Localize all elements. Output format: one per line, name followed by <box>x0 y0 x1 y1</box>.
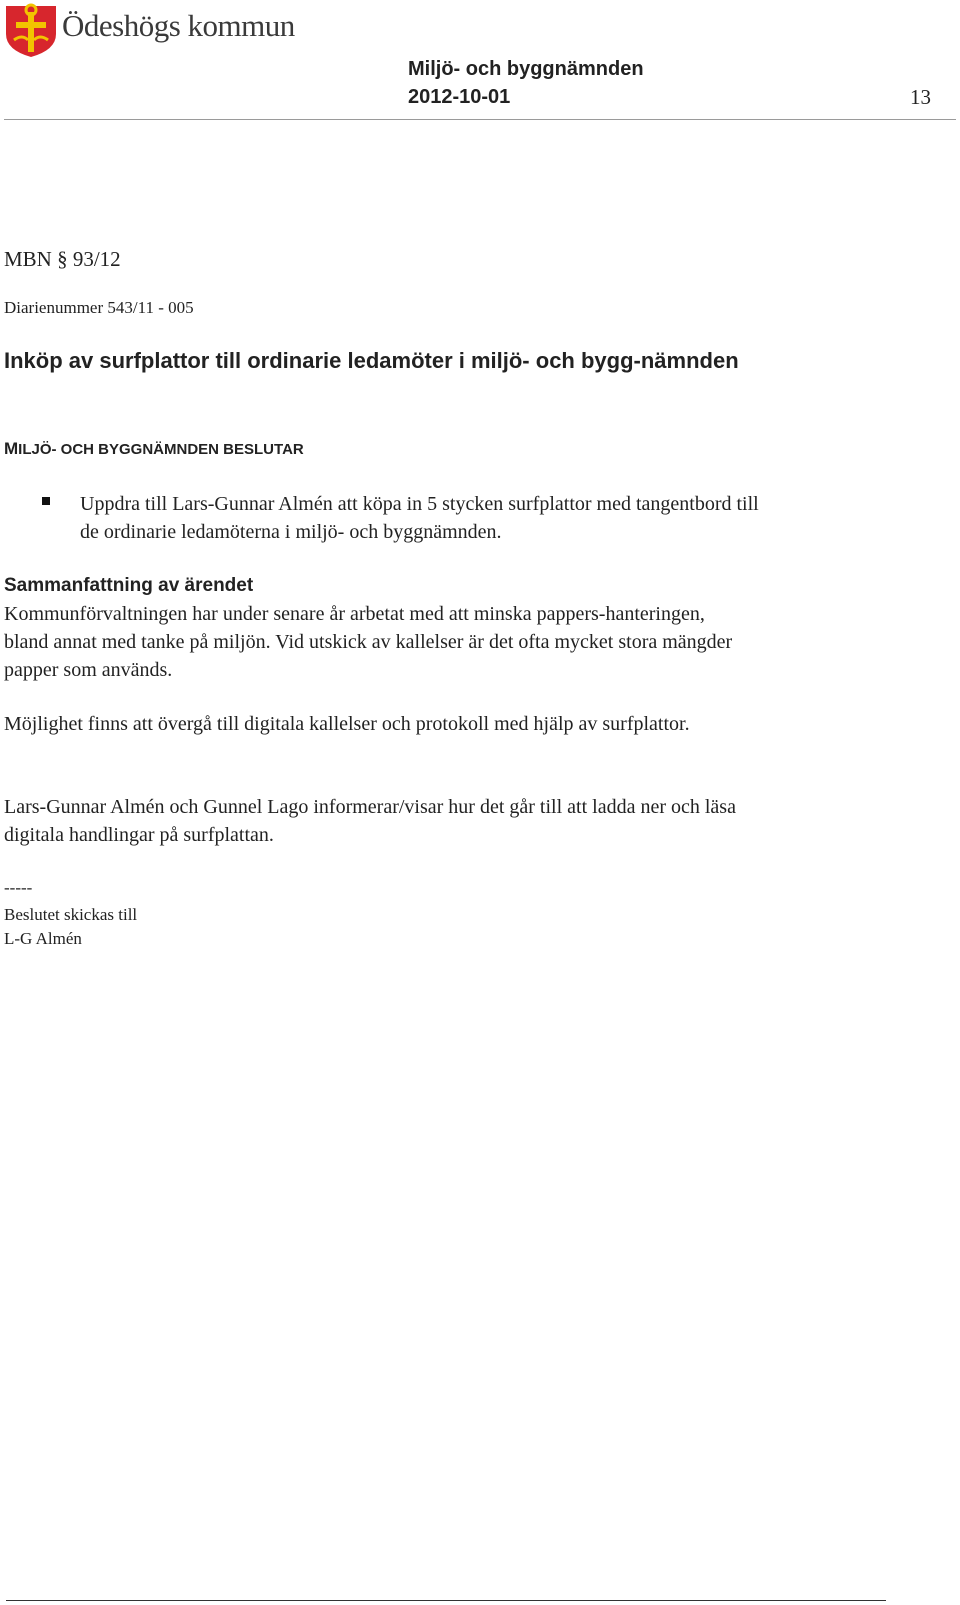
page-number: 13 <box>910 85 931 109</box>
summary-paragraph: Lars-Gunnar Almén och Gunnel Lago informerar/visar hur det går till att ladda ner och läsa digitala handlingar på surfplattan. <box>4 796 736 846</box>
diary-number: Diarienummer 543/11 - 005 <box>4 298 194 317</box>
summary-heading: Sammanfattning av ärendet <box>4 575 254 596</box>
decision-heading <box>4 439 304 459</box>
footer-divider <box>6 1600 886 1601</box>
summary-paragraph: Möjlighet finns att övergå till digitala kallelser och protokoll med hjälp av surfplattor. <box>4 713 690 735</box>
recipient: L-G Almén <box>4 929 82 948</box>
decision-heading-rest: ILJÖ- OCH BYGGNÄMNDEN BESLUTAR <box>18 441 304 458</box>
board-name: Miljö- och byggnämnden <box>408 58 644 80</box>
case-title: Inköp av surfplattor till ordinarie ledamöter i miljö- och bygg-nämnden <box>4 348 739 373</box>
header-divider <box>4 119 956 120</box>
municipality-logo <box>4 0 58 58</box>
sent-to-label: Beslutet skickas till <box>4 905 138 924</box>
summary-paragraph: Kommunförvaltningen har under senare år arbetat med att minska pappers-hanteringen, bland annat med tanke på miljön. Vid utskick av kallelser är det ofta mycket stora mängder papper som används. <box>4 603 733 681</box>
separator-dashes: ----- <box>4 878 33 897</box>
decision-item: Uppdra till Lars-Gunnar Almén att köpa in 5 stycken surfplattor med tangentbord till de ordinarie ledamöterna i miljö- och byggnämnden. <box>80 493 759 543</box>
case-id: MBN § 93/12 <box>4 247 121 271</box>
org-name: Ödeshögs kommun <box>62 8 295 43</box>
square-bullet-icon <box>42 497 50 505</box>
meeting-date: 2012-10-01 <box>408 86 511 108</box>
decision-heading-initial: M <box>4 439 19 458</box>
